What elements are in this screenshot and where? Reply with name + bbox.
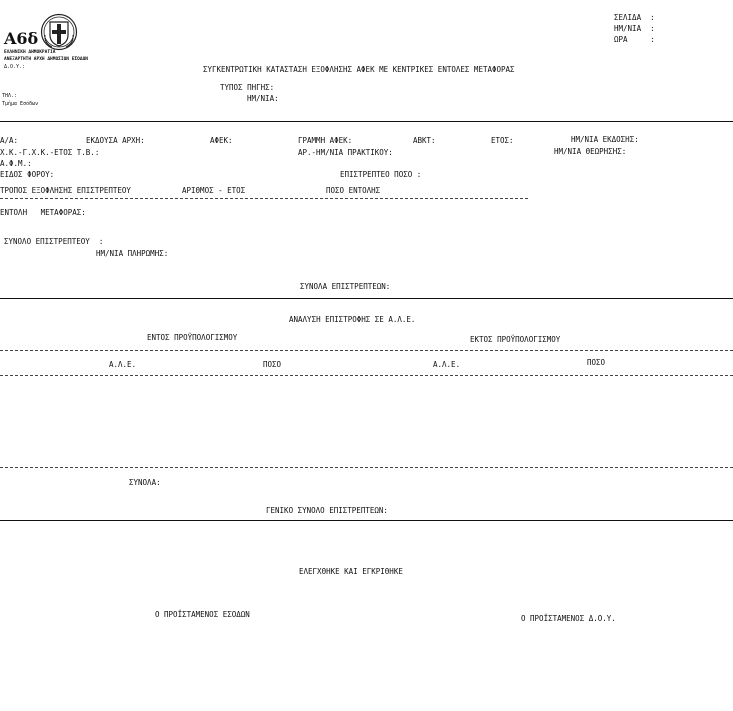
refund-amount-label: ΕΠΙΣΤΡΕΠΤΕΟ ΠΟΣΟ : — [340, 170, 422, 179]
divider — [0, 298, 733, 299]
refund-method-label: ΤΡΟΠΟΣ ΕΞΟΦΛΗΣΗΣ ΕΠΙΣΤΡΕΠΤΕΟΥ — [0, 186, 131, 195]
totals-label: ΣΥΝΟΛΑ: — [129, 478, 161, 487]
approved-label: ΕΛΕΓΧΘΗΚΕ ΚΑΙ ΕΓΚΡΙΘΗΚΕ — [299, 567, 403, 576]
transfer-order-label: ΕΝΤΟΛΗ ΜΕΤΑΦΟΡΑΣ: — [0, 208, 86, 217]
coat-of-arms-icon — [40, 13, 78, 51]
divider — [0, 520, 733, 521]
ale-header-1: Α.Λ.Ε. — [109, 360, 137, 369]
tax-type-label: ΕΙΔΟΣ ΦΟΡΟΥ: — [0, 170, 55, 179]
number-year-label: ΑΡΙΘΜΟΣ - ΕΤΟΣ — [182, 186, 246, 195]
source-type-label: ΤΥΠΟΣ ΠΗΓΗΣ: — [220, 83, 275, 92]
head-doy-signature-label: Ο ΠΡΟΪΣΤΑΜΕΝΟΣ Δ.Ο.Υ. — [521, 614, 616, 623]
issue-date-label: ΗΜ/ΝΙΑ ΕΚΔΟΣΗΣ: — [571, 135, 639, 144]
review-date-label: ΗΜ/ΝΙΑ ΘΕΩΡΗΣΗΣ: — [554, 147, 627, 156]
ale-header-2: Α.Λ.Ε. — [433, 360, 461, 369]
dashed-divider — [0, 198, 528, 199]
form-code: Α6δ — [4, 29, 39, 48]
republic-label: ΕΛΛΗΝΙΚΗ ΔΗΜΟΚΡΑΤΙΑ — [4, 50, 56, 55]
analysis-title: ΑΝΑΛΥΣΗ ΕΠΙΣΤΡΟΦΗΣ ΣΕ Α.Λ.Ε. — [289, 315, 416, 324]
head-revenue-signature-label: Ο ΠΡΟΪΣΤΑΜΕΝΟΣ ΕΣΟΔΩΝ — [155, 610, 250, 619]
amount-header-1: ΠΟΣΟ — [263, 360, 282, 369]
dashed-divider — [0, 375, 733, 376]
issuing-authority-label: ΕΚΔΟΥΣΑ ΑΡΧΗ: — [86, 136, 145, 145]
afek-line-label: ΓΡΑΜΜΗ ΑΦΕΚ: — [298, 136, 353, 145]
print-date-label: ΗΜ/ΝΙΑ : — [614, 24, 655, 33]
year-label: ΕΤΟΣ: — [491, 136, 514, 145]
order-amount-label: ΠΟΣΟ ΕΝΤΟΛΗΣ — [326, 186, 381, 195]
amount-header-2: ΠΟΣΟ — [587, 358, 606, 367]
within-budget-label: ΕΝΤΟΣ ΠΡΟΫΠΟΛΟΓΙΣΜΟΥ — [147, 333, 238, 342]
dashed-divider — [0, 350, 733, 351]
refunds-totals-label: ΣΥΝΟΛΑ ΕΠΙΣΤΡΕΠΤΕΩΝ: — [300, 282, 391, 291]
header-date-label: ΗΜ/ΝΙΑ: — [247, 94, 279, 103]
aa-label: Α/Α: — [0, 136, 19, 145]
page-number-label: ΣΕΛΙΔΑ : — [614, 13, 655, 22]
page-title: ΣΥΓΚΕΝΤΡΩΤΙΚΗ ΚΑΤΑΣΤΑΣΗ ΕΞΟΦΛΗΣΗΣ ΑΦΕΚ ΜΕ ΚΕΝΤΡΙΚΕΣ ΕΝΤΟΛΕΣ ΜΕΤΑΦΟΡΑΣ — [203, 65, 515, 74]
tel-label: ΤΗΛ.: — [2, 93, 18, 99]
abkt-label: ΑΒΚΤ: — [413, 136, 436, 145]
outside-budget-label: ΕΚΤΟΣ ΠΡΟΫΠΟΛΟΓΙΣΜΟΥ — [470, 335, 561, 344]
doy-label: Δ.Ο.Υ.: — [4, 64, 26, 70]
payment-date-label: ΗΜ/ΝΙΑ ΠΛΗΡΩΜΗΣ: — [96, 249, 169, 258]
authority-label: ΑΝΕΞΑΡΤΗΤΗ ΑΡΧΗ ΔΗΜΟΣΙΩΝ ΕΣΟΔΩΝ — [4, 57, 88, 62]
refund-total-label: ΣΥΝΟΛΟ ΕΠΙΣΤΡΕΠΤΕΟΥ : — [4, 237, 104, 246]
grand-total-label: ΓΕΝΙΚΟ ΣΥΝΟΛΟ ΕΠΙΣΤΡΕΠΤΕΩΝ: — [266, 506, 388, 515]
afm-label: Α.Φ.Μ.: — [0, 159, 32, 168]
dashed-divider — [0, 467, 733, 468]
divider — [0, 121, 733, 122]
afek-label: ΑΦΕΚ: — [210, 136, 233, 145]
print-time-label: ΩΡΑ : — [614, 35, 655, 44]
department-label: Τμήμα Εσόδων — [2, 101, 39, 107]
practice-no-date-label: ΑΡ.-ΗΜ/ΝΙΑ ΠΡΑΚΤΙΚΟΥ: — [298, 148, 393, 157]
kk-gkk-label: Χ.Κ.-Γ.Χ.Κ.-ΕΤΟΣ Τ.Β.: — [0, 148, 100, 157]
